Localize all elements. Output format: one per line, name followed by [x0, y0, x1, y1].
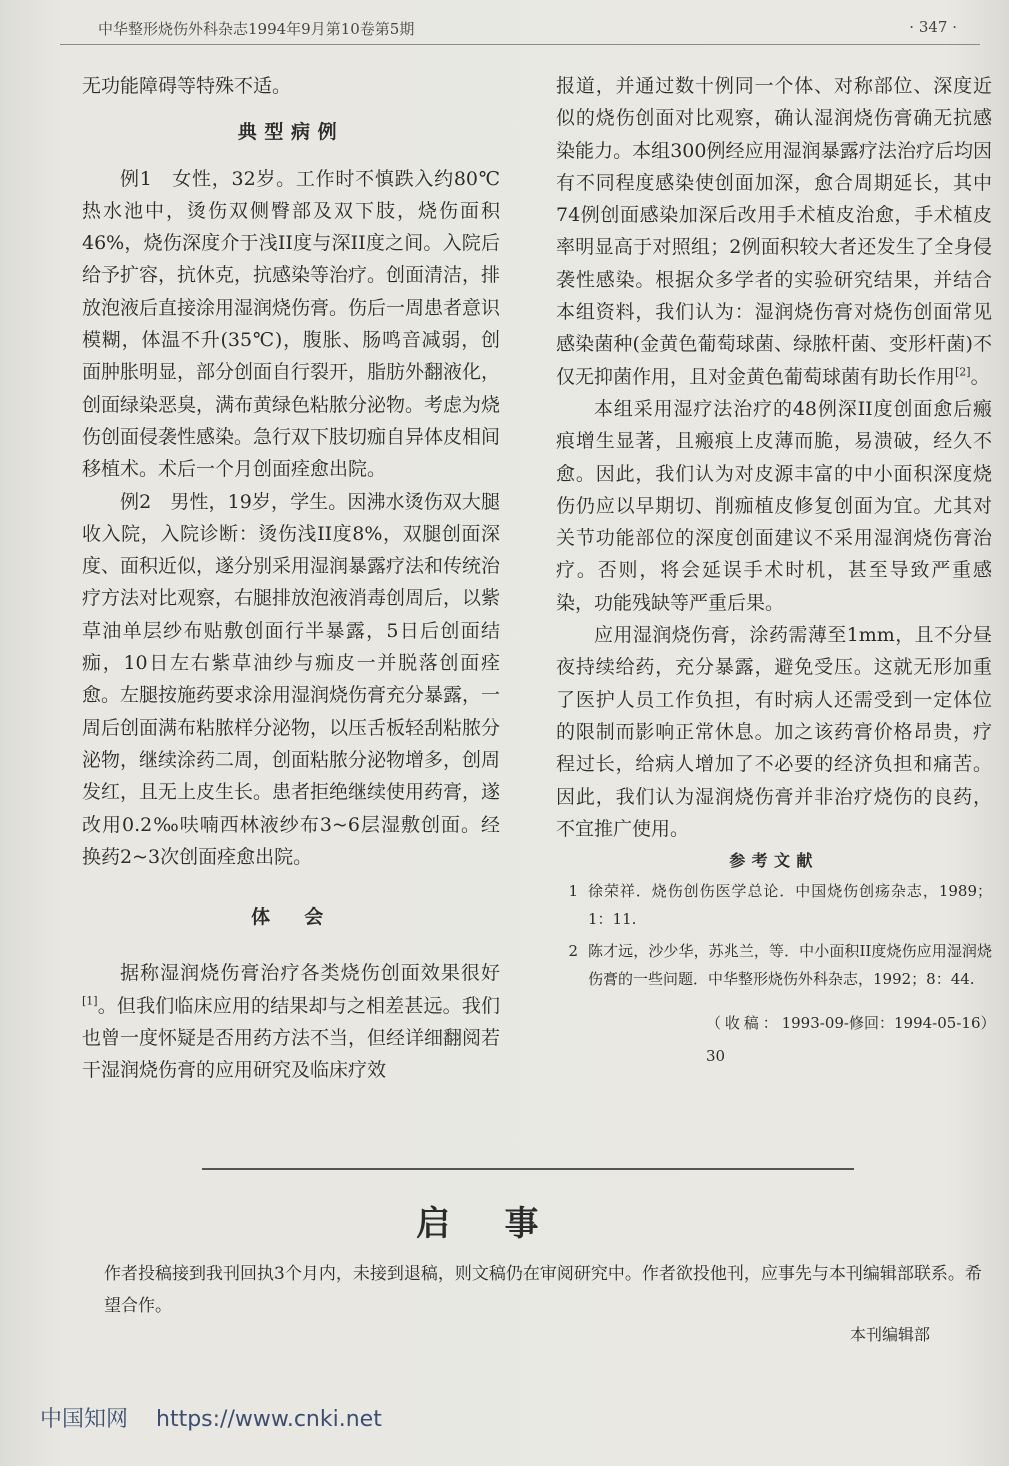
page-number: · 347 · — [909, 18, 957, 36]
received-date: （收稿：1993-09-30 — [706, 1014, 849, 1065]
header-rule — [60, 44, 980, 45]
notice-title: 启事 — [416, 1204, 593, 1244]
revised-date: 修回：1994-05-16） — [849, 1014, 996, 1033]
right-column — [556, 70, 996, 1072]
reference-number: 2 — [568, 942, 578, 961]
reference-number: 1 — [568, 882, 578, 901]
discussion-paragraph — [82, 957, 500, 1086]
citation-1: [1] — [82, 994, 98, 1008]
notice-body: 作者投稿接到我刊回执3个月内，未接到退稿，则文稿仍在审阅研究中。作者欲投他刊，应事先与本刊编辑部联系。希望合作。 — [104, 1264, 982, 1316]
discussion-continuation-text-a: 报道，并通过数十例同一个体、对称部位、深度近似的烧伤创面对比观察，确认湿润烧伤膏确无抗感染能力。本组300例经应用湿润暴露疗法治疗后均因有不同程度感染使创面加深，愈合周期延长，其中74例创面感染加深后改用手术植皮治愈，手术植皮率明显高于对照组；2例面积较大者还发生了全身侵袭性感染。根据众多学者的实验研究结果，并结合本组资料，我们认为：湿润烧伤膏对烧伤创面常见感染菌种(金黄色葡萄球菌、绿脓杆菌、变形杆菌)不仅无抑菌作用，且对金黄色葡萄球菌有助长作用 — [556, 75, 992, 388]
section-divider — [202, 1168, 854, 1170]
reference-text: 陈才远，沙少华，苏兆兰，等．中小面积II度烧伤应用湿润烧伤膏的一些问题．中华整形烧伤外科杂志，1992；8：44. — [588, 942, 992, 989]
watermark-brand: 中国知网 — [40, 1407, 129, 1432]
reference-text: 徐荣祥．烧伤创伤医学总论．中国烧伤创疡杂志，1989；1：11. — [588, 882, 992, 929]
reference-item — [556, 877, 992, 933]
discussion-text-b: 。但我们临床应用的结果却与之相差甚远。我们也曾一度怀疑是否用药方法不当，但经详细翻阅若干湿润烧伤膏的应用研究及临床疗效 — [82, 994, 501, 1082]
application-paragraph: 应用湿润烧伤膏，涂药需薄至1mm，且不分昼夜持续给药，充分暴露，避免受压。这就无形加重了医护人员工作负担，有时病人还需受到一定体位的限制而影响正常休息。加之该药膏价格昂贵，疗程过长，给病人增加了不必要的经济负担和痛苦。因此，我们认为湿润烧伤膏并非治疗烧伤的良药，不宜推广使用。 — [556, 624, 992, 840]
reference-item — [556, 937, 992, 993]
discussion-heading: 体 会 — [251, 906, 331, 929]
cnki-watermark — [40, 1402, 382, 1433]
manuscript-dates — [556, 997, 996, 1072]
notice-signature: 本刊编辑部 — [850, 1325, 931, 1344]
discussion-text-a: 据称湿润烧伤膏治疗各类烧伤创面效果很好 — [120, 962, 500, 985]
case-1-paragraph: 例1 女性，32岁。工作时不慎跌入约80℃热水池中，烫伤双侧臀部及双下肢，烧伤面积46%，烧伤深度介于浅II度与深II度之间。入院后给予扩容，抗休克，抗感染等治疗。创面清洁，排放泡液后直接涂用湿润烧伤膏。伤后一周患者意识模糊，体温不升(35℃)，腹胀、肠鸣音减弱，创面肿胀明显，部分创面自行裂开，脂肪外翻液化，创面绿染恶臭，满布黄绿色粘脓分泌物。考虑为烧伤创面侵袭性感染。急行双下肢切痂自异体皮相间移植术。术后一个月创面痊愈出院。 — [82, 167, 501, 481]
watermark-url: https://www.cnki.net — [156, 1407, 382, 1432]
discussion-continuation — [556, 70, 992, 393]
cases-heading: 典型病例 — [237, 121, 345, 144]
case-2-paragraph: 例2 男性，19岁，学生。因沸水烫伤双大腿收入院，入院诊断：烫伤浅II度8%，双腿创面深度、面积近似，遂分别采用湿润暴露疗法和传统治疗方法对比观察，右腿排放泡液消毒创周后，以紫草油单层纱布贴敷创面行半暴露，5日后创面结痂，10日左右紫草油纱与痂皮一并脱落创面痊愈。左腿按施药要求涂用湿润烧伤膏充分暴露，一周后创面满布粘脓样分泌物，以压舌板轻刮粘脓分泌物，继续涂药二周，创面粘脓分泌物增多，创周发红，且无上皮生长。患者拒绝继续使用药膏，遂改用0.2‰呋喃西林液纱布3~6层湿敷创面。经换药2~3次创面痊愈出院。 — [82, 490, 501, 868]
continuation-text: 无功能障碍等特殊不适。 — [82, 75, 292, 97]
citation-2: [2] — [955, 365, 971, 379]
discussion-continuation-text-b: 。 — [970, 365, 990, 388]
running-head: 中华整形烧伤外科杂志1994年9月第10卷第5期 — [98, 20, 415, 38]
references-heading: 参考文献 — [729, 851, 819, 871]
left-column — [82, 70, 500, 1087]
scar-paragraph: 本组采用湿疗法治疗的48例深II度创面愈后瘢痕增生显著，且瘢痕上皮薄而脆，易溃破，经久不愈。因此，我们认为对皮源丰富的中小面积深度烧伤仍应以早期切、削痂植皮修复创面为宜。尤其对关节功能部位的深度创面建议不采用湿润烧伤膏治疗。否则，将会延误手术时机，甚至导致严重感染，功能残缺等严重后果。 — [556, 397, 992, 614]
